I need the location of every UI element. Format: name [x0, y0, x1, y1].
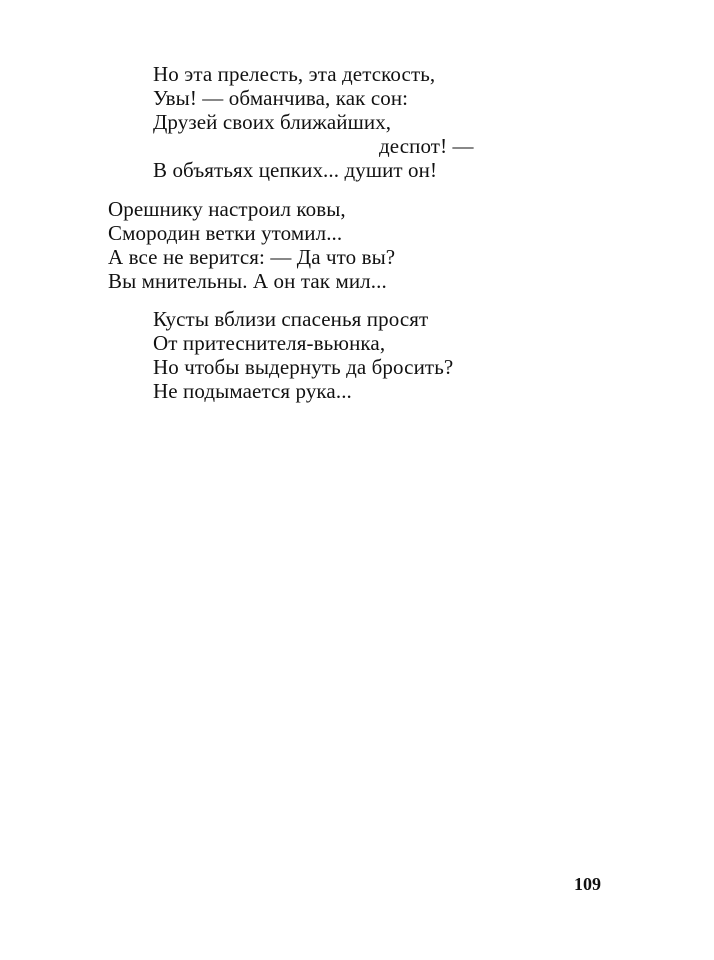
poem-line: Кусты вблизи спасенья просят: [153, 307, 429, 331]
poem-line: Смородин ветки утомил...: [108, 221, 343, 245]
poem-line: В объятьях цепких... душит он!: [153, 158, 438, 182]
poem-stanza-2: [108, 197, 395, 293]
poem-line: Вы мнительны. А он так мил...: [108, 269, 387, 293]
page-number: 109: [574, 874, 601, 894]
poem-line: Но эта прелесть, эта детскость,: [153, 62, 436, 86]
poem-stanza-1: [153, 62, 474, 182]
poem-line: А все не верится: — Да что вы?: [108, 245, 396, 269]
poem-line: Орешнику настроил ковы,: [108, 197, 346, 221]
poem-line: Не подымается рука...: [153, 379, 352, 403]
poem-stanza-3: [153, 307, 453, 403]
poem-line: От притеснителя-вьюнка,: [153, 331, 386, 355]
poem-line: Но чтобы выдернуть да бросить?: [153, 355, 454, 379]
poem-line-broken: деспот! —: [379, 134, 474, 158]
poem-line: Увы! — обманчива, как сон:: [153, 86, 409, 110]
poem-line: Друзей своих ближайших,: [153, 110, 392, 134]
